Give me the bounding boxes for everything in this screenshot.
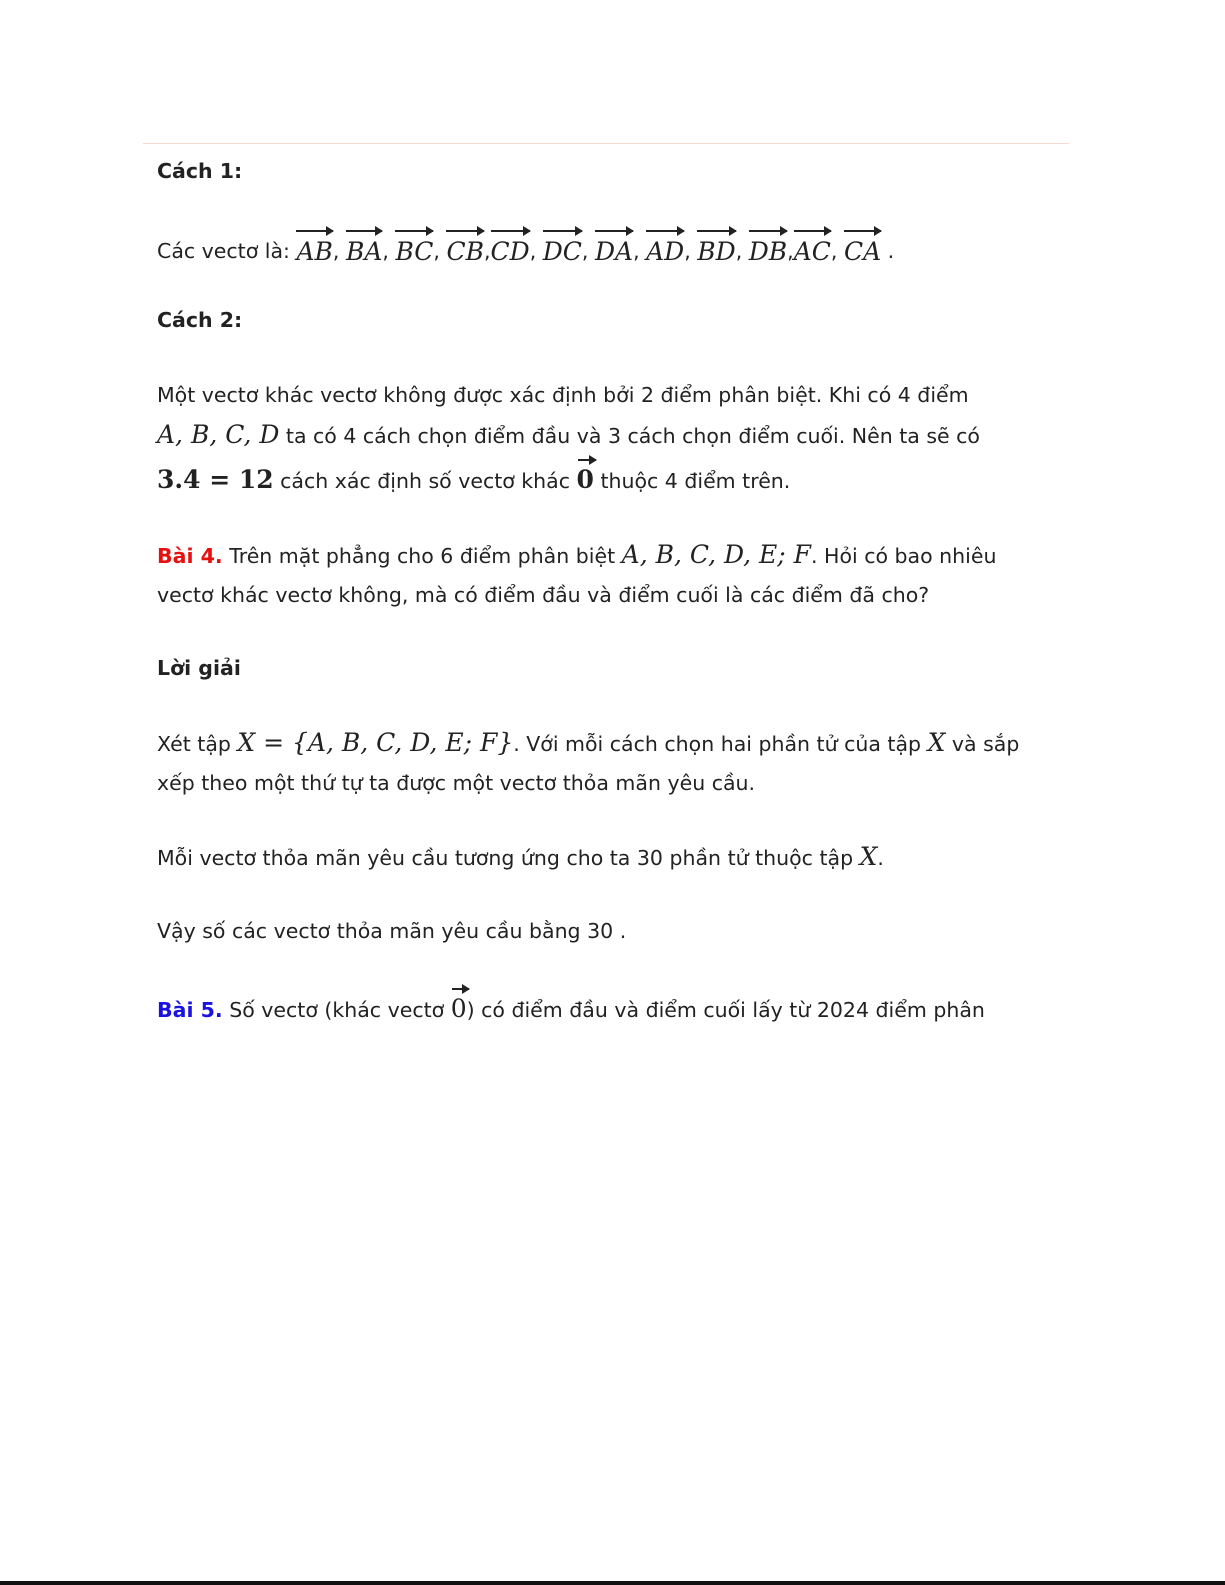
vector-ad bbox=[646, 226, 684, 266]
bai5-label: Bài 5. bbox=[157, 998, 223, 1022]
vector-separator: , bbox=[382, 239, 396, 263]
document-body bbox=[157, 150, 1062, 1030]
cach2-line3 bbox=[157, 456, 1062, 501]
vector-arrow-icon bbox=[452, 988, 469, 990]
loigiai-paragraph-2 bbox=[157, 837, 1062, 878]
bai4-text-a: Trên mặt phẳng cho 6 điểm phân biệt bbox=[222, 544, 622, 568]
vector-separator: , bbox=[433, 239, 447, 263]
vector-separator: . bbox=[881, 239, 895, 263]
cach2-line3-text-a: cách xác định số vectơ khác bbox=[273, 469, 577, 493]
vector-arrow-icon bbox=[395, 230, 433, 232]
vector-separator: , bbox=[830, 239, 844, 263]
vector-bc bbox=[395, 226, 433, 266]
vector-cd bbox=[491, 226, 530, 266]
bai4-line1 bbox=[157, 535, 1062, 576]
zero-vector-2 bbox=[451, 985, 467, 1023]
vector-ac bbox=[794, 226, 831, 266]
vector-separator: , bbox=[581, 239, 595, 263]
p1-text-a: Xét tập bbox=[157, 732, 238, 756]
bai4-text-b: . Hỏi có bao nhiêu bbox=[811, 544, 997, 568]
vector-separator: , bbox=[332, 239, 346, 263]
vector-separator: , bbox=[787, 239, 794, 263]
vector-label: CA bbox=[843, 237, 882, 266]
vector-label: BC bbox=[395, 237, 434, 266]
cach2-line2 bbox=[157, 415, 1062, 456]
vector-arrow-icon bbox=[491, 230, 530, 232]
vector-label: DB bbox=[748, 237, 788, 266]
vector-arrow-icon bbox=[844, 230, 881, 232]
loigiai-p1-line1 bbox=[157, 723, 1062, 764]
zero-vector bbox=[577, 456, 594, 494]
vector-label: CD bbox=[490, 237, 530, 266]
vector-db bbox=[749, 226, 787, 266]
vector-separator: , bbox=[483, 239, 491, 263]
vector-dc bbox=[543, 226, 582, 266]
vector-separator: , bbox=[684, 239, 698, 263]
vector-label: DA bbox=[594, 237, 634, 266]
bai4-paragraph bbox=[157, 535, 1062, 615]
vector-separator: , bbox=[633, 239, 647, 263]
vector-separator: , bbox=[735, 239, 749, 263]
p2-text-a: Mỗi vectơ thỏa mãn yêu cầu tương ứng cho ta 30 phần tử thuộc tập bbox=[157, 846, 860, 870]
vector-ba bbox=[346, 226, 382, 266]
vector-label: BA bbox=[345, 237, 383, 266]
vector-label: BD bbox=[697, 237, 736, 266]
vector-label: AC bbox=[793, 237, 831, 266]
product-expression: 3.4 = 12 bbox=[157, 465, 274, 494]
vector-arrow-icon bbox=[346, 230, 382, 232]
bai5-text-b: ) có điểm đầu và điểm cuối lấy từ 2024 điểm phân bbox=[466, 998, 985, 1022]
bai4-label: Bài 4. bbox=[157, 544, 223, 568]
vectors-line bbox=[157, 226, 1062, 271]
loigiai-paragraph-3: Vậy số các vectơ thỏa mãn yêu cầu bằng 30 . bbox=[157, 919, 627, 943]
cach2-line2-text: ta có 4 cách chọn điểm đầu và 3 cách chọn điểm cuối. Nên ta sẽ có bbox=[279, 424, 980, 448]
vector-arrow-icon bbox=[595, 230, 633, 232]
zero-digit-2: 0 bbox=[450, 994, 467, 1023]
vector-arrow-icon bbox=[446, 230, 484, 232]
vector-ab bbox=[296, 226, 332, 266]
vector-ca bbox=[844, 226, 881, 266]
bai4-line2: vectơ khác vectơ không, mà có điểm đầu và điểm cuối là các điểm đã cho? bbox=[157, 583, 930, 607]
set-x-definition: X = {A, B, C, D, E; F} bbox=[237, 728, 514, 757]
cach2-paragraph bbox=[157, 376, 1062, 501]
bai5-text-a: Số vectơ (khác vectơ bbox=[222, 998, 451, 1022]
cach2-line3-text-b: thuộc 4 điểm trên. bbox=[593, 469, 791, 493]
vector-arrow-icon bbox=[794, 230, 831, 232]
p1-text-b: . Với mỗi cách chọn hai phần tử của tập bbox=[513, 732, 928, 756]
p2-text-b: . bbox=[877, 846, 884, 870]
vector-list bbox=[296, 237, 895, 266]
vectors-prefix: Các vectơ là: bbox=[157, 239, 290, 263]
loigiai-heading: Lời giải bbox=[157, 656, 241, 680]
vector-label: CB bbox=[446, 237, 484, 266]
points-abcd: A, B, C, D bbox=[157, 420, 280, 449]
vector-bd bbox=[697, 226, 735, 266]
bottom-border bbox=[0, 1581, 1225, 1585]
cach2-heading: Cách 2: bbox=[157, 308, 243, 332]
vector-label: AD bbox=[646, 237, 685, 266]
vector-cb bbox=[446, 226, 484, 266]
vector-arrow-icon bbox=[749, 230, 787, 232]
cach2-line1: Một vectơ khác vectơ không được xác định bởi 2 điểm phân biệt. Khi có 4 điểm bbox=[157, 383, 969, 407]
vector-arrow-icon bbox=[578, 459, 596, 461]
vector-label: DC bbox=[542, 237, 582, 266]
loigiai-paragraph-1 bbox=[157, 723, 1062, 803]
set-x-symbol-2: X bbox=[859, 842, 878, 871]
vector-label: AB bbox=[296, 237, 333, 266]
vector-arrow-icon bbox=[543, 230, 582, 232]
set-x-symbol: X bbox=[927, 728, 946, 757]
vector-separator: , bbox=[529, 239, 543, 263]
vector-da bbox=[595, 226, 633, 266]
vector-arrow-icon bbox=[697, 230, 735, 232]
p1-text-c: và sắp bbox=[945, 732, 1020, 756]
zero-digit: 0 bbox=[576, 465, 594, 494]
vector-arrow-icon bbox=[646, 230, 684, 232]
top-divider bbox=[143, 143, 1069, 144]
bai5-paragraph bbox=[157, 985, 1062, 1030]
loigiai-p1-line2: xếp theo một thứ tự ta được một vectơ thỏa mãn yêu cầu. bbox=[157, 771, 756, 795]
points-abcdef: A, B, C, D, E; F bbox=[621, 540, 811, 569]
cach1-heading: Cách 1: bbox=[157, 159, 243, 183]
vector-arrow-icon bbox=[296, 230, 332, 232]
